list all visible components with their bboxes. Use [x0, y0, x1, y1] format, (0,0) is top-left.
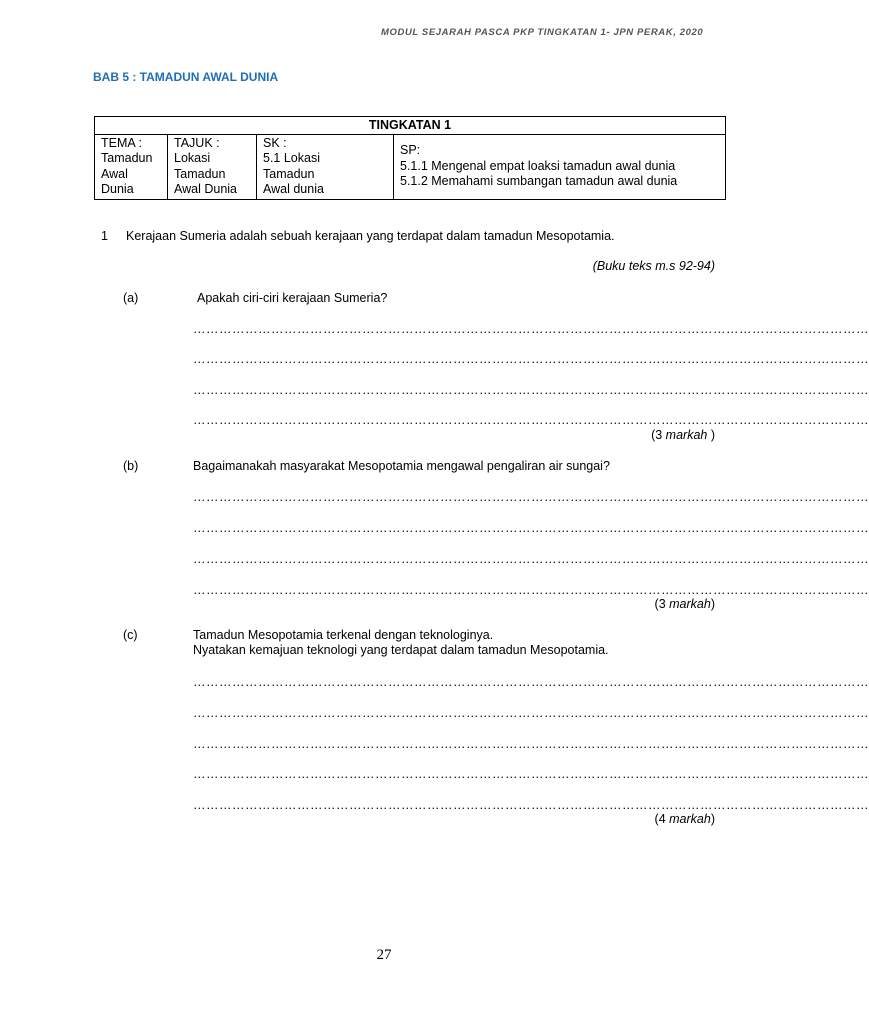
answer-line[interactable]: ………………………………………………………………………………………………………………………………………… — [193, 322, 869, 336]
marks-close: ) — [707, 428, 715, 442]
question-text: Kerajaan Sumeria adalah sebuah kerajaan yang terdapat dalam tamadun Mesopotamia. — [126, 229, 615, 243]
part-a-marks — [651, 428, 715, 442]
part-c-question-line-2: Nyatakan kemajuan teknologi yang terdapat dalam tamadun Mesopotamia. — [193, 643, 609, 657]
answer-line[interactable]: ………………………………………………………………………………………………………………………………………… — [193, 675, 869, 689]
textbook-reference: (Buku teks m.s 92-94) — [592, 259, 715, 273]
part-a-label: (a) — [123, 291, 139, 305]
question-number: 1 — [101, 229, 108, 243]
answer-line[interactable]: ………………………………………………………………………………………………………………………………………… — [193, 490, 869, 504]
tema-cell — [95, 134, 168, 199]
tema-line: Tamadun — [101, 151, 153, 165]
sk-label: SK : — [263, 135, 287, 150]
answer-line[interactable]: ………………………………………………………………………………………………………………………………………… — [193, 737, 869, 751]
tema-line: Awal — [101, 166, 128, 181]
table-heading: TINGKATAN 1 — [95, 117, 726, 135]
answer-line[interactable]: ………………………………………………………………………………………………………………………………………… — [193, 521, 869, 535]
sp-label: SP: — [400, 143, 421, 158]
part-c-label: (c) — [123, 628, 138, 642]
answer-line[interactable]: ………………………………………………………………………………………………………………………………………… — [193, 413, 869, 427]
part-c-question-line-1: Tamadun Mesopotamia terkenal dengan teknologinya. — [193, 628, 494, 642]
part-c-marks — [655, 812, 715, 826]
syllabus-table — [94, 116, 726, 200]
marks-word: markah — [665, 428, 708, 442]
answer-line[interactable]: ………………………………………………………………………………………………………………………………………… — [193, 583, 869, 597]
sk-line: Tamadun — [263, 166, 315, 181]
marks-open: (3 — [654, 597, 670, 611]
answer-line[interactable]: ………………………………………………………………………………………………………………………………………… — [193, 383, 869, 397]
marks-open: (3 — [651, 428, 666, 442]
tajuk-cell — [168, 134, 257, 199]
tema-label: TEMA : — [101, 135, 142, 150]
sp-cell — [394, 134, 726, 199]
sp-line: 5.1.2 Memahami sumbangan tamadun awal dunia — [400, 174, 678, 189]
part-b-marks — [655, 597, 715, 611]
sk-line: 5.1 Lokasi — [263, 151, 320, 165]
answer-line[interactable]: ………………………………………………………………………………………………………………………………………… — [193, 767, 869, 781]
part-b-question: Bagaimanakah masyarakat Mesopotamia mengawal pengaliran air sungai? — [193, 459, 610, 473]
tajuk-label: TAJUK : — [174, 135, 220, 150]
marks-close: ) — [710, 597, 715, 611]
answer-line[interactable]: ………………………………………………………………………………………………………………………………………… — [193, 706, 869, 720]
chapter-title: BAB 5 : TAMADUN AWAL DUNIA — [93, 70, 279, 84]
marks-close: ) — [710, 812, 715, 826]
running-header: MODUL SEJARAH PASCA PKP TINGKATAN 1- JPN PERAK, 2020 — [381, 27, 704, 38]
tema-line: Dunia — [101, 182, 134, 196]
answer-line[interactable]: ………………………………………………………………………………………………………………………………………… — [193, 552, 869, 566]
part-a-question: Apakah ciri-ciri kerajaan Sumeria? — [197, 291, 388, 305]
marks-word: markah — [669, 812, 711, 826]
part-b-label: (b) — [123, 459, 139, 473]
answer-line[interactable]: ………………………………………………………………………………………………………………………………………… — [193, 798, 869, 812]
tajuk-line: Lokasi — [174, 151, 211, 165]
sp-line: 5.1.1 Mengenal empat loaksi tamadun awal dunia — [400, 158, 676, 173]
page-number: 27 — [376, 947, 392, 963]
tajuk-line: Tamadun — [174, 166, 226, 181]
marks-open: (4 — [654, 812, 670, 826]
marks-word: markah — [669, 597, 711, 611]
sk-line: Awal dunia — [263, 182, 324, 196]
answer-line[interactable]: ………………………………………………………………………………………………………………………………………… — [193, 352, 869, 366]
tajuk-line: Awal Dunia — [174, 182, 238, 196]
sk-cell — [257, 134, 394, 199]
